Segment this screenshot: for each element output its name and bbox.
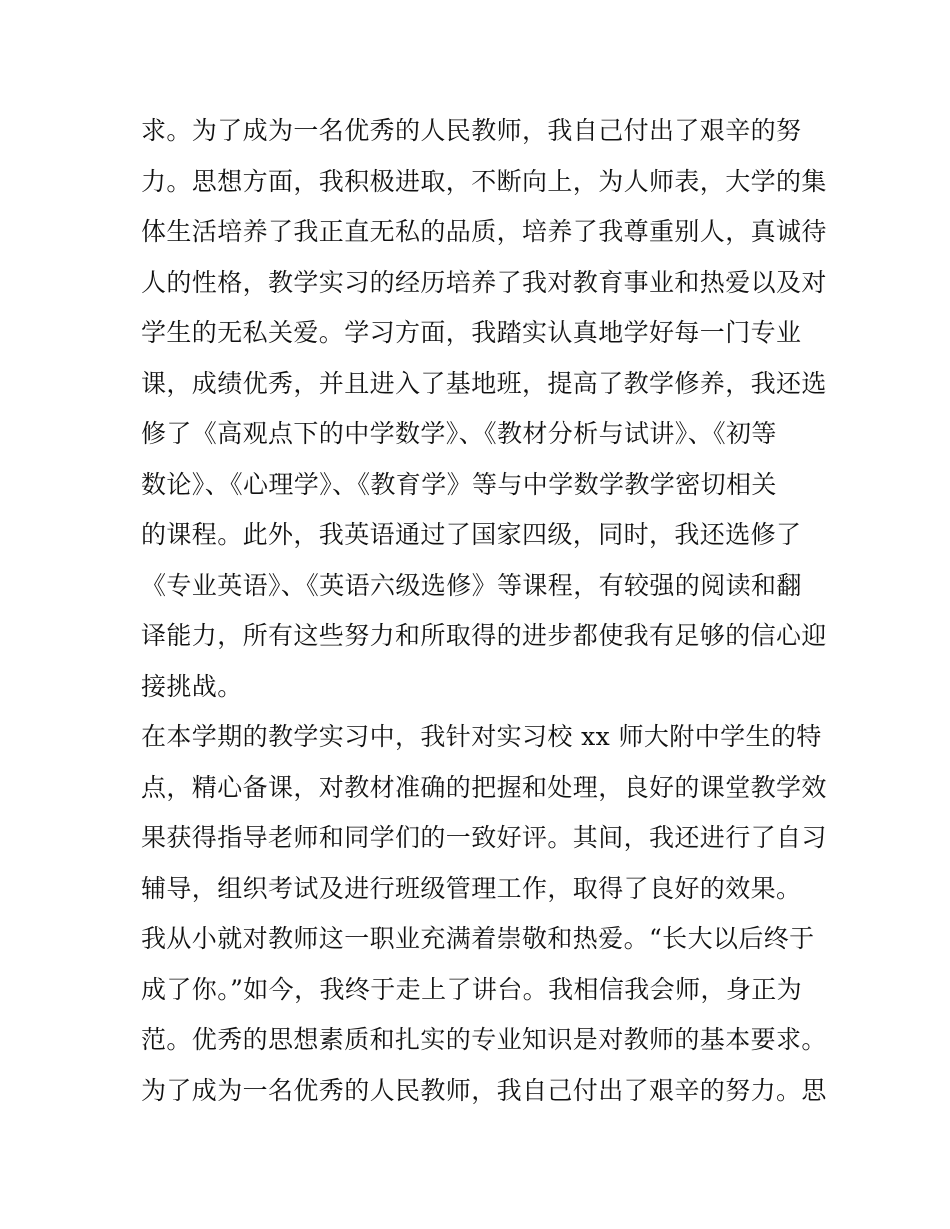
text-line: 辅导，组织考试及进行班级管理工作，取得了良好的效果。 [141,874,802,903]
text-line: 力。思想方面，我积极进取，不断向上，为人师表，大学的集 [141,167,827,196]
text-line: 人的性格，教学实习的经历培养了我对教育事业和热爱以及对 [141,268,827,297]
text-line: 数论》、《心理学》、《教育学》等与中学数学教学密切相关 [141,470,777,499]
text-line: 范。优秀的思想素质和扎实的专业知识是对教师的基本要求。 [141,1025,827,1054]
text-line: 体生活培养了我正直无私的品质，培养了我尊重别人，真诚待 [141,217,827,246]
text-line: 译能力，所有这些努力和所取得的进步都使我有足够的信心迎 [141,621,827,650]
text-line: 点，精心备课，对教材准确的把握和处理，良好的课堂教学效 [141,773,827,802]
text-line: 《专业英语》、《英语六级选修》等课程，有较强的阅读和翻 [141,571,802,600]
text-line: 为了成为一名优秀的人民教师，我自己付出了艰辛的努力。思 [141,1076,827,1105]
text-line: 在本学期的教学实习中，我针对实习校 xx 师大附中学生的特 [141,722,822,751]
text-line: 学生的无私关爱。学习方面，我踏实认真地学好每一门专业 [141,318,802,347]
text-line: 修了《高观点下的中学数学》、《教材分析与试讲》、《初等 [141,419,777,448]
text-line: 求。为了成为一名优秀的人民教师，我自己付出了艰辛的努 [141,116,802,145]
text-line: 果获得指导老师和同学们的一致好评。其间，我还进行了自习 [141,823,827,852]
text-line: 我从小就对教师这一职业充满着崇敬和热爱。“长大以后终于 [141,924,815,953]
text-line: 课，成绩优秀，并且进入了基地班，提高了教学修养，我还选 [141,369,827,398]
text-line: 的课程。此外，我英语通过了国家四级，同时，我还选修了 [141,520,802,549]
text-line: 成了你。”如今，我终于走上了讲台。我相信我会师，身正为 [141,975,803,1004]
text-line: 接挑战。 [141,672,243,701]
